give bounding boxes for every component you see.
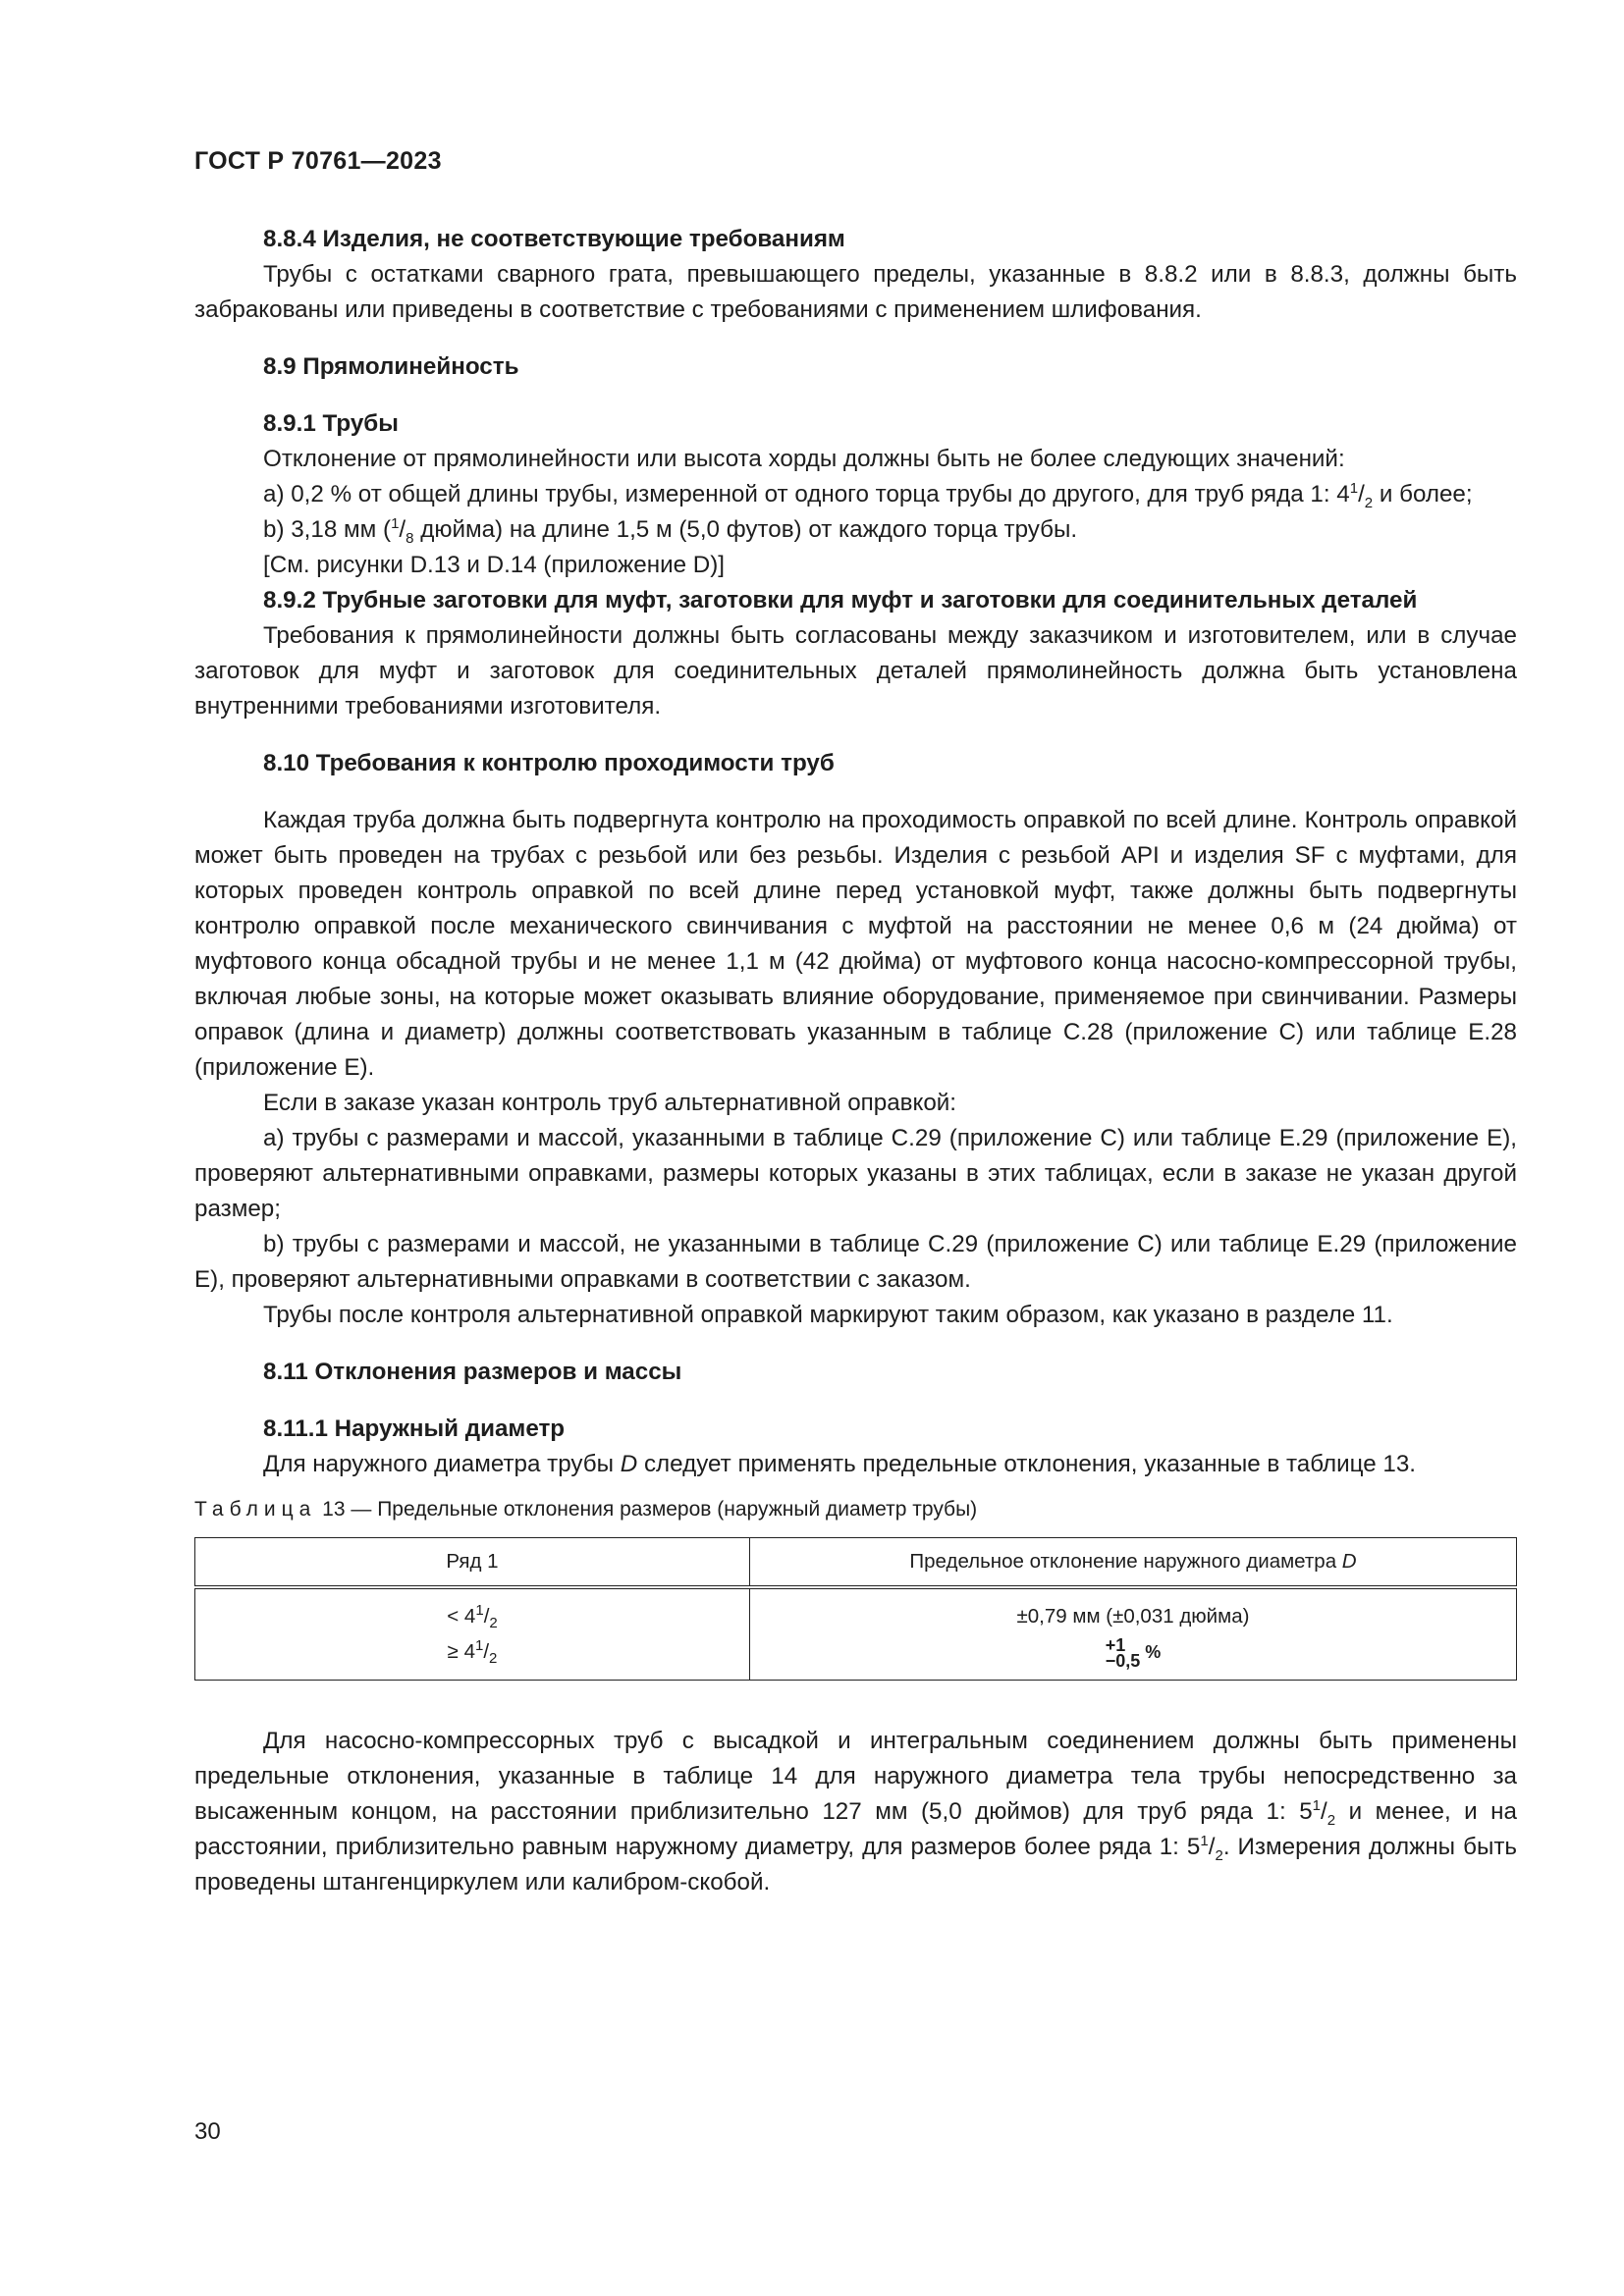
paragraph-8-9-1-intro: Отклонение от прямолинейности или высота хорды должны быть не более следующих значений: — [263, 446, 1345, 472]
paragraph-8-10-3: а) трубы с размерами и массой, указанными в таблице С.29 (приложение С) или таблице Е.29 (приложение Е), проверяют альтернативными оправками, размеры которых указаны в этих таблицах, если в заказе не указан другой размер; — [194, 1125, 1517, 1222]
paragraph-8-10-1: Каждая труба должна быть подвергнута контролю на проходимость оправкой по всей длине. Контроль оправкой может быть проведен на трубах с резьбой или без резьбы. Изделия с резьбой API и изделия SF с муфтами, для которых проведен контроль оправкой по всей длине перед установкой муфт, также должны быть подвергнуты контролю оправкой после механического свинчивания с муфтой на расстоянии не менее 0,6 м (24 дюйма) от муфтового конца обсадной трубы и не менее 1,1 м (42 дюйма) от муфтового конца насосно-компрессорной трубы, включая любые зоны, на которые может оказывать влияние оборудование, применяемое при свинчивании. Размеры оправок (длина и диаметр) должны соответствовать указанным в таблице С.28 (приложение С) или таблице Е.28 (приложение Е). — [194, 807, 1517, 1081]
paragraph-8-8-4: Трубы с остатками сварного грата, превышающего пределы, указанные в 8.8.2 или в 8.8.3, должны быть забракованы или приведены в соответствие с требованиями с применением шлифования. — [194, 261, 1517, 323]
list-item-a: а) 0,2 % от общей длины трубы, измеренной от одного торца трубы до другого, для труб ряда 1: $4^1/_2$ и более; — [263, 479, 1473, 511]
list-item-b: b) 3,18 мм ($^1/_8$ дюйма) на длине 1,5 м (5,0 футов) от каждого торца трубы. — [263, 514, 1078, 547]
tolerance-table — [194, 1537, 1517, 1681]
paragraph-8-10-5: Трубы после контроля альтернативной оправкой маркируют таким образом, как указано в разделе 11. — [263, 1302, 1393, 1328]
table-caption: Таблица 13 — Предельные отклонения размеров (наружный диаметр трубы) — [194, 1498, 978, 1521]
document-header: ГОСТ Р 70761—2023 — [194, 147, 442, 175]
table-cell-tolerance: ±0,79 мм (±0,031 дюйма) +1 −0,5 % — [750, 1587, 1517, 1681]
table-row — [195, 1587, 1517, 1681]
paragraph-8-10-2: Если в заказе указан контроль труб альтернативной оправкой: — [263, 1090, 957, 1116]
heading-8-11: 8.11 Отклонения размеров и массы — [263, 1359, 682, 1385]
tolerance-stack: +1 −0,5 % — [1105, 1634, 1162, 1671]
paragraph-after-table: Для насосно-компрессорных труб с высадкой и интегральным соединением должны быть применены предельные отклонения, указанные в таблице 14 для наружного диаметра тела трубы непосредственно за высаженным концом, на расстоянии приблизительно 127 мм (5,0 дюймов) для труб ряда 1: $5^1/_2$ и менее, и на расстоянии, приблизительно равным наружному диаметру, для размеров более ряда 1: $5^1/_2$. Измерения должны быть проведены штангенциркулем или калибром-скобой. — [194, 1728, 1518, 1896]
paragraph-8-10-4: b) трубы с размерами и массой, не указанными в таблице С.29 (приложение С) или таблице Е.29 (приложение Е), проверяют альтернативными оправками в соответствии с заказом. — [194, 1231, 1517, 1293]
paragraph-8-11-1: Для наружного диаметра трубы D следует применять предельные отклонения, указанные в таблице 13. — [263, 1451, 1417, 1477]
heading-8-9-1: 8.9.1 Трубы — [263, 410, 399, 437]
document-body — [194, 222, 1517, 1900]
page-number: 30 — [194, 2118, 221, 2145]
table-header-tolerance: Предельное отклонение наружного диаметра D — [750, 1538, 1517, 1588]
heading-8-9: 8.9 Прямолинейность — [263, 353, 519, 380]
figure-reference: [См. рисунки D.13 и D.14 (приложение D)] — [263, 552, 726, 578]
heading-8-10: 8.10 Требования к контролю проходимости труб — [263, 750, 835, 776]
heading-8-8-4: 8.8.4 Изделия, не соответствующие требованиям — [263, 226, 845, 252]
heading-8-9-2: 8.9.2 Трубные заготовки для муфт, заготовки для муфт и заготовки для соединительных деталей — [263, 587, 1418, 614]
heading-8-11-1: 8.11.1 Наружный диаметр — [263, 1415, 566, 1442]
paragraph-8-9-2: Требования к прямолинейности должны быть согласованы между заказчиком и изготовителем, или в случае заготовок для муфт и заготовок для соединительных деталей прямолинейность должна быть установлена внутренними требованиями изготовителя. — [194, 622, 1517, 720]
table-header-series: Ряд 1 — [195, 1538, 750, 1588]
table-cell-series: < $4^1/_2$ ≥ $4^1/_2$ — [195, 1587, 750, 1681]
